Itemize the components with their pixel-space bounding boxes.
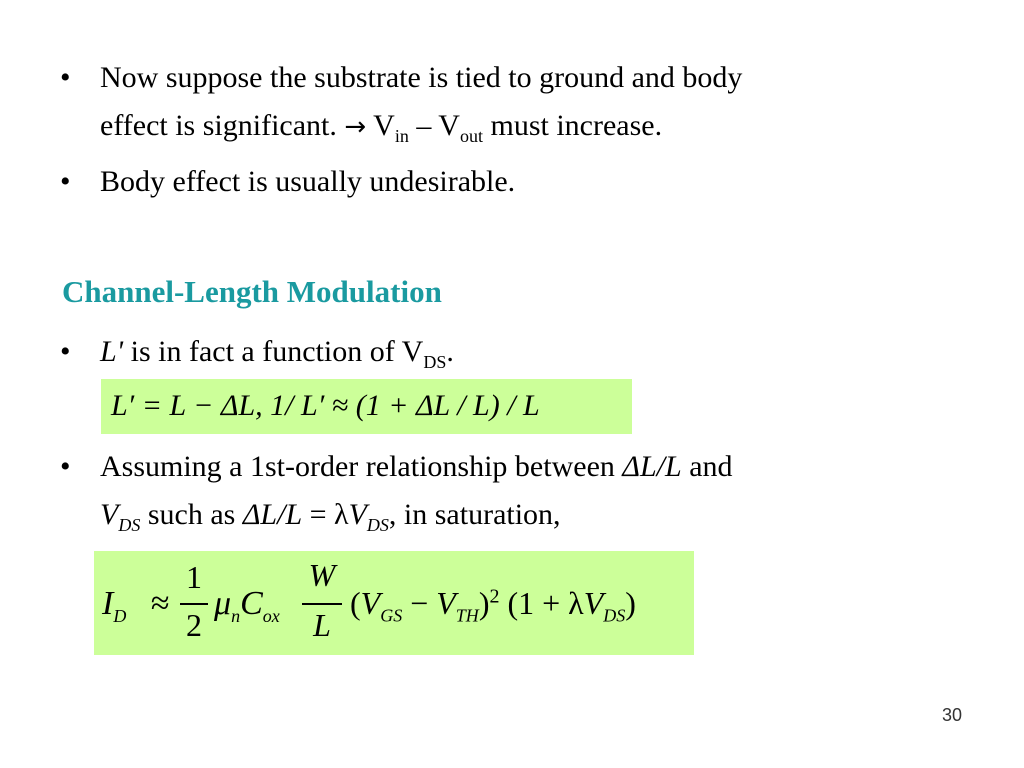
- eq-l-denominator: L: [313, 607, 331, 643]
- eq-w-numerator: W: [308, 557, 336, 593]
- eq-half-denominator: 2: [186, 607, 202, 643]
- bullet-line-2: $V_{DS}$ such as $\Delta L/L = \lambda V_{DS}$, in saturation,: [100, 498, 561, 535]
- eq-wl-bar: [302, 603, 342, 605]
- section-heading: Channel-Length Modulation: [62, 274, 442, 309]
- bullet-dot: •: [60, 335, 71, 368]
- eq-half-bar: [180, 603, 208, 605]
- bullet-text: L' is in fact a function of $V_{DS}$.: [100, 335, 454, 372]
- bullet-text: Body effect is usually undesirable.: [100, 165, 516, 198]
- eq-overdrive: $(V_{GS} - V_{TH})^2$ $(1 + \lambda V_{DS})$: [350, 585, 636, 626]
- bullet-line-1: Assuming a 1st-order relationship between ΔL/L and: [100, 450, 733, 483]
- arrow-icon: →: [344, 112, 367, 142]
- equation-l-prime: [101, 379, 632, 434]
- equation-drain-current: [94, 551, 694, 655]
- equation-text: L′ = L − ΔL, 1/ L′ ≈ (1 + ΔL / L) / L: [111, 389, 540, 422]
- bullet-text: [100, 449, 980, 543]
- bullet-dot: •: [60, 165, 71, 198]
- bullet-text: [100, 60, 980, 154]
- eq-lhs: $I_D$ ≈: [102, 585, 170, 626]
- bullet-line-2: effect is significant. → $V_{in} - V_{out}$ must increase.: [100, 109, 663, 146]
- eq-half-numerator: 1: [186, 559, 202, 595]
- bullet-line-1: Now suppose the substrate is tied to ground and body: [100, 61, 743, 94]
- page-number: 30: [942, 705, 963, 725]
- eq-mobility-cox: $\mu_nC_{ox}$: [214, 585, 280, 626]
- bullet-dot: •: [60, 450, 71, 483]
- bullet-dot: •: [60, 61, 71, 94]
